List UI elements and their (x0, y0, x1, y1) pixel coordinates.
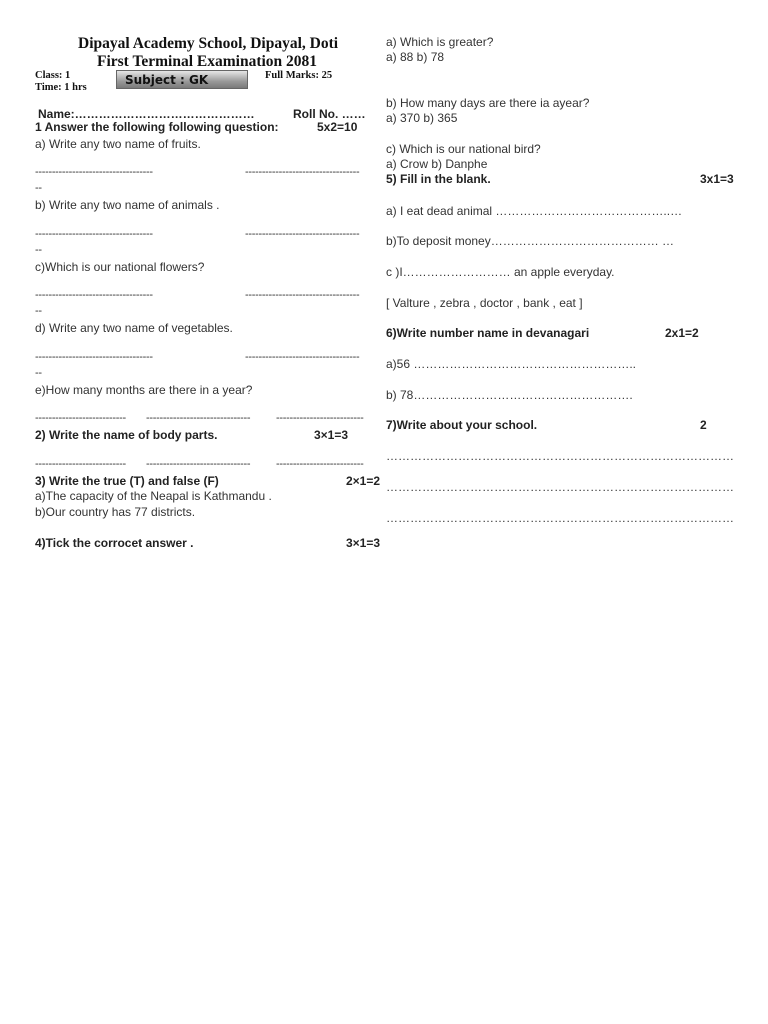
answer-blank: -------------------------- (276, 412, 364, 424)
school-name: Dipayal Academy School, Dipayal, Doti (78, 35, 339, 52)
q4-item-c-options: a) Crow b) Danphe (386, 157, 488, 171)
answer-blank: ---------------------------------- (245, 289, 360, 301)
q7-marks: 2 (700, 418, 707, 432)
subject-label: Subject : GK (125, 73, 209, 87)
answer-blank: ------------------------------- (146, 412, 251, 424)
q5-marks: 3x1=3 (700, 172, 734, 186)
q4-heading: 4)Tick the corrocet answer . (35, 536, 194, 550)
q5-item-c: c )I……………………… an apple everyday. (386, 265, 615, 279)
q6-marks: 2x1=2 (665, 326, 699, 340)
answer-blank-wrap: -- (35, 305, 42, 317)
answer-blank-wrap: -- (35, 244, 42, 256)
q1-marks: 5x2=10 (317, 120, 358, 134)
q6-item-b: b) 78………………………………………………. (386, 388, 633, 402)
q4-item-a-question: a) Which is greater? (386, 35, 494, 49)
q4-item-b-question: b) How many days are there ia ayear? (386, 96, 590, 110)
q7-answer-line: …………………………………………………………………………… (386, 511, 734, 525)
q1-item-b: b) Write any two name of animals . (35, 198, 220, 212)
q4-item-b-options: a) 370 b) 365 (386, 111, 458, 125)
answer-blank-wrap: -- (35, 182, 42, 194)
class-label: Class: 1 (35, 70, 71, 81)
subject-banner (116, 70, 248, 89)
q1-item-d: d) Write any two name of vegetables. (35, 321, 233, 335)
answer-blank-wrap: -- (35, 367, 42, 379)
q1-item-a: a) Write any two name of fruits. (35, 137, 201, 151)
time-label: Time: 1 hrs (35, 82, 87, 93)
answer-blank: ----------------------------------- (35, 351, 153, 363)
q7-answer-line: …………………………………………………………………………… (386, 480, 734, 494)
q7-answer-line: …………………………………………………………………………… (386, 449, 734, 463)
answer-blank: ---------------------------------- (245, 228, 360, 240)
q3-marks: 2×1=2 (346, 474, 381, 488)
q6-item-a: a)56 ……………………………………………….. (386, 357, 637, 371)
answer-blank: ------------------------------- (146, 458, 251, 470)
answer-blank: ---------------------------------- (245, 166, 360, 178)
name-line: Name:……………………………………… (38, 107, 255, 121)
q6-heading: 6)Write number name in devanagari (386, 326, 590, 340)
q1-item-c: c)Which is our national flowers? (35, 260, 205, 274)
answer-blank: ----------------------------------- (35, 166, 153, 178)
answer-blank: --------------------------- (35, 458, 126, 470)
answer-blank: -------------------------- (276, 458, 364, 470)
q4-item-a-options: a) 88 b) 78 (386, 50, 445, 64)
q5-heading: 5) Fill in the blank. (386, 172, 491, 186)
answer-blank: ----------------------------------- (35, 289, 153, 301)
q2-marks: 3×1=3 (314, 428, 349, 442)
q4-item-c-question: c) Which is our national bird? (386, 142, 541, 156)
roll-no: Roll No. …… (293, 107, 366, 121)
q1-heading: 1 Answer the following following question: (35, 120, 279, 134)
q2-heading: 2) Write the name of body parts. (35, 428, 218, 442)
q4-marks: 3×1=3 (346, 536, 381, 550)
full-marks: Full Marks: 25 (265, 70, 333, 81)
q3-item-a: a)The capacity of the Neapal is Kathmandu . (35, 489, 272, 503)
q5-item-a: a) I eat dead animal ……………………………………..… (386, 204, 683, 218)
q5-item-b: b)To deposit money…………………………………… … (386, 234, 675, 248)
q7-heading: 7)Write about your school. (386, 418, 538, 432)
answer-blank: --------------------------- (35, 412, 126, 424)
q3-heading: 3) Write the true (T) and false (F) (35, 474, 219, 488)
answer-blank: ---------------------------------- (245, 351, 360, 363)
q3-item-b: b)Our country has 77 districts. (35, 505, 196, 519)
answer-blank: ----------------------------------- (35, 228, 153, 240)
q1-item-e: e)How many months are there in a year? (35, 383, 253, 397)
q5-word-bank: [ Valture , zebra , doctor , bank , eat ] (386, 296, 583, 310)
exam-title: First Terminal Examination 2081 (97, 53, 318, 70)
